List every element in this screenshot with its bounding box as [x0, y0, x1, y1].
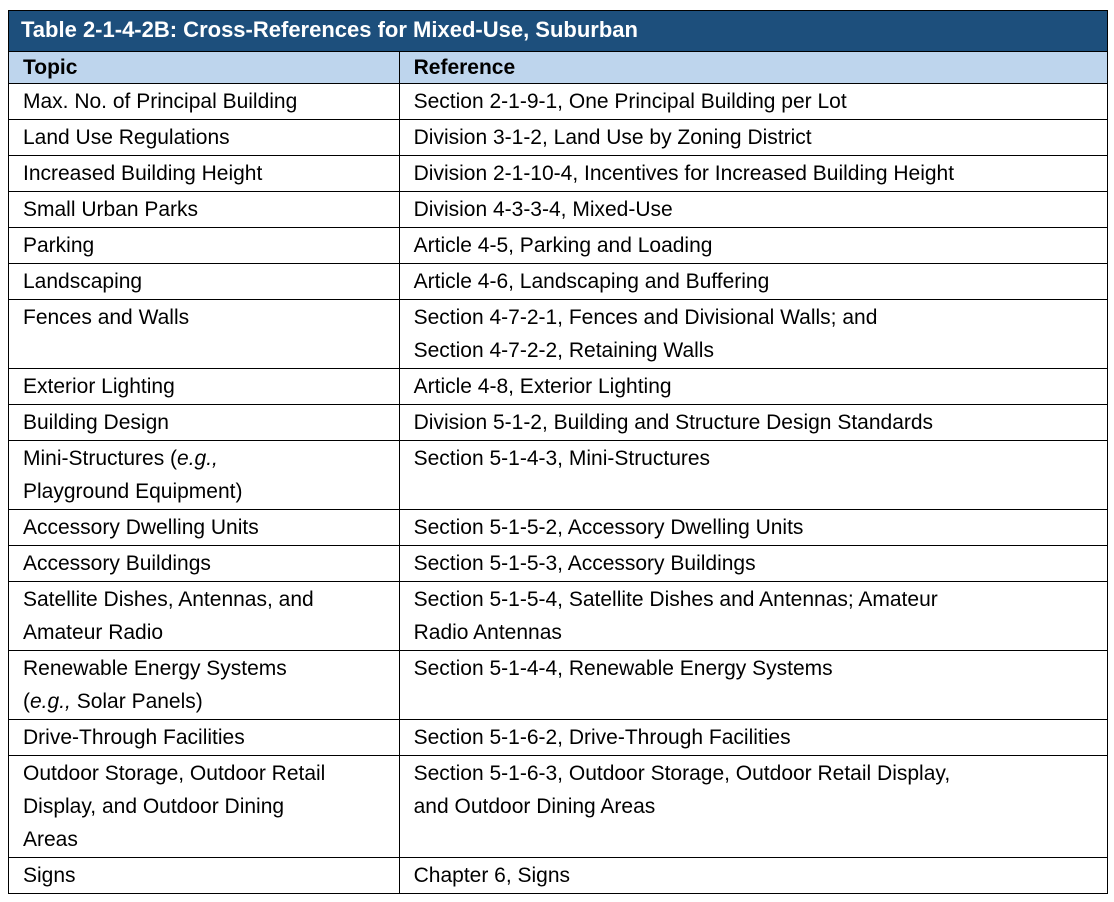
reference-line: Article 4-5, Parking and Loading: [413, 234, 713, 257]
topic-cell: [9, 510, 400, 546]
topic-line: Small Urban Parks: [23, 198, 199, 221]
topic-line: Areas: [23, 828, 78, 851]
topic-cell: [9, 405, 400, 441]
reference-line: Section 5-1-4-3, Mini-Structures: [413, 447, 711, 470]
topic-cell: [9, 441, 400, 510]
table-row: [9, 120, 1108, 156]
table-row: [9, 369, 1108, 405]
topic-line: Display, and Outdoor Dining: [23, 795, 285, 818]
reference-line: Division 3-1-2, Land Use by Zoning District: [413, 126, 812, 149]
topic-cell: [9, 156, 400, 192]
topic-line: Outdoor Storage, Outdoor Retail: [23, 762, 326, 785]
reference-cell: [399, 546, 1107, 582]
topic-line: Accessory Buildings: [23, 552, 211, 575]
topic-line: Fences and Walls: [23, 306, 190, 329]
topic-cell: [9, 582, 400, 651]
table-row: [9, 720, 1108, 756]
reference-line: Division 4-3-3-4, Mixed-Use: [413, 198, 673, 221]
topic-line: (e.g., Solar Panels): [23, 690, 203, 713]
table-row: [9, 582, 1108, 651]
topic-line: Building Design: [23, 411, 169, 434]
reference-line: Division 5-1-2, Building and Structure Design Standards: [413, 411, 934, 434]
table-row: [9, 510, 1108, 546]
topic-line: Mini-Structures (e.g.,: [23, 447, 218, 470]
table-body: [9, 84, 1108, 894]
topic-line: Renewable Energy Systems: [23, 657, 287, 680]
topic-line: Land Use Regulations: [23, 126, 230, 149]
table-row: [9, 84, 1108, 120]
table-title: Table 2-1-4-2B: Cross-References for Mixed-Use, Suburban: [9, 11, 1108, 52]
reference-cell: [399, 756, 1107, 858]
cross-reference-table: [8, 10, 1108, 894]
reference-cell: [399, 720, 1107, 756]
table-row: [9, 441, 1108, 510]
topic-line: Playground Equipment): [23, 480, 243, 503]
topic-cell: [9, 546, 400, 582]
reference-line: Section 4-7-2-2, Retaining Walls: [413, 339, 714, 362]
topic-column-header: Topic: [9, 52, 400, 84]
topic-line: Max. No. of Principal Building: [23, 90, 298, 113]
topic-cell: [9, 858, 400, 894]
reference-line: Radio Antennas: [413, 621, 562, 644]
table-row: [9, 405, 1108, 441]
topic-line: Signs: [23, 864, 76, 887]
topic-cell: [9, 369, 400, 405]
table-row: [9, 192, 1108, 228]
topic-cell: [9, 264, 400, 300]
reference-cell: [399, 510, 1107, 546]
topic-line: Landscaping: [23, 270, 143, 293]
reference-cell: [399, 264, 1107, 300]
topic-line: Amateur Radio: [23, 621, 164, 644]
topic-line: Increased Building Height: [23, 162, 263, 185]
reference-line: Article 4-8, Exterior Lighting: [413, 375, 672, 398]
reference-cell: [399, 651, 1107, 720]
reference-line: and Outdoor Dining Areas: [413, 795, 656, 818]
eg-abbreviation: e.g.,: [30, 690, 71, 713]
table-row: [9, 858, 1108, 894]
topic-cell: [9, 120, 400, 156]
reference-cell: [399, 156, 1107, 192]
reference-line: Article 4-6, Landscaping and Buffering: [413, 270, 770, 293]
table-row: [9, 264, 1108, 300]
table-row: [9, 300, 1108, 369]
table-row: [9, 156, 1108, 192]
reference-line: Section 5-1-5-2, Accessory Dwelling Units: [413, 516, 804, 539]
reference-line: Section 5-1-5-4, Satellite Dishes and Antennas; Amateur: [413, 588, 938, 611]
topic-cell: [9, 756, 400, 858]
reference-cell: [399, 858, 1107, 894]
reference-cell: [399, 405, 1107, 441]
reference-cell: [399, 300, 1107, 369]
topic-line: Exterior Lighting: [23, 375, 175, 398]
topic-cell: [9, 192, 400, 228]
table-row: [9, 546, 1108, 582]
reference-cell: [399, 228, 1107, 264]
topic-cell: [9, 300, 400, 369]
eg-abbreviation: e.g.,: [177, 447, 218, 470]
topic-cell: [9, 651, 400, 720]
topic-line: Parking: [23, 234, 95, 257]
table-row: [9, 756, 1108, 858]
reference-cell: [399, 192, 1107, 228]
topic-line: Drive-Through Facilities: [23, 726, 245, 749]
reference-line: Section 4-7-2-1, Fences and Divisional Walls; and: [413, 306, 878, 329]
reference-cell: [399, 582, 1107, 651]
topic-cell: [9, 720, 400, 756]
reference-line: Section 5-1-6-3, Outdoor Storage, Outdoor Retail Display,: [413, 762, 951, 785]
topic-line: Accessory Dwelling Units: [23, 516, 259, 539]
reference-cell: [399, 369, 1107, 405]
reference-column-header: Reference: [399, 52, 1107, 84]
reference-line: Section 2-1-9-1, One Principal Building per Lot: [413, 90, 847, 113]
reference-line: Chapter 6, Signs: [413, 864, 571, 887]
reference-cell: [399, 441, 1107, 510]
reference-cell: [399, 84, 1107, 120]
reference-line: Section 5-1-4-4, Renewable Energy Systems: [413, 657, 833, 680]
topic-cell: [9, 84, 400, 120]
table-row: [9, 228, 1108, 264]
reference-line: Section 5-1-5-3, Accessory Buildings: [413, 552, 756, 575]
topic-cell: [9, 228, 400, 264]
reference-cell: [399, 120, 1107, 156]
topic-line: Satellite Dishes, Antennas, and: [23, 588, 314, 611]
reference-line: Section 5-1-6-2, Drive-Through Facilities: [413, 726, 791, 749]
reference-line: Division 2-1-10-4, Incentives for Increased Building Height: [413, 162, 955, 185]
table-row: [9, 651, 1108, 720]
